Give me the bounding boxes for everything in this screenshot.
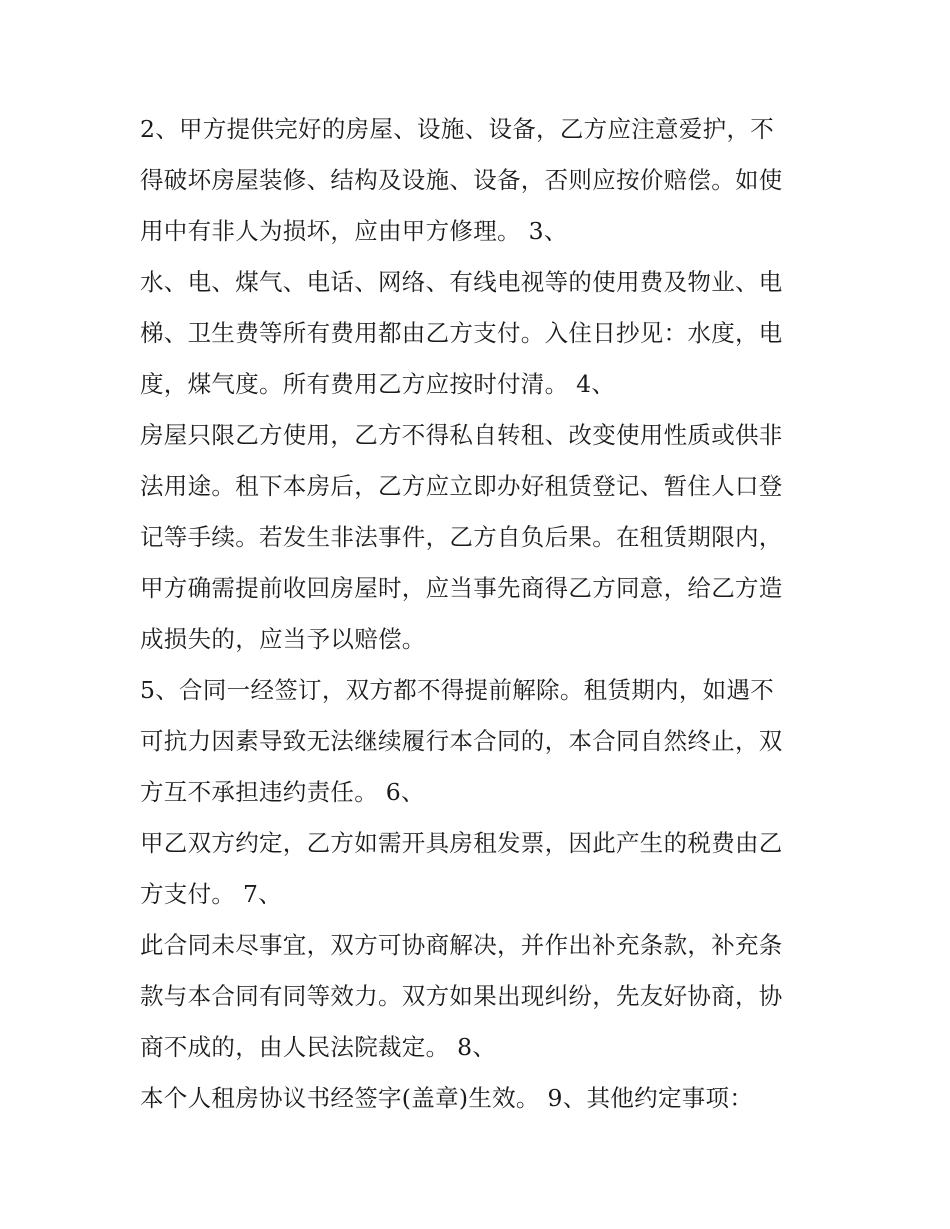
text-line: 度，煤气度。所有费用乙方应按时付清。 4、 [140,370,616,398]
text-line: 法用途。租下本房后，乙方应立即办好租赁登记、暂住人口登 [140,472,783,500]
text-line: 可抗力因素导致无法继续履行本合同的，本合同自然终止，双 [140,727,783,755]
text-line: 水、电、煤气、电话、网络、有线电视等的使用费及物业、电 [140,268,783,296]
text-line: 记等手续。若发生非法事件，乙方自负后果。在租赁期限内， [140,523,783,551]
text-line: 甲方确需提前收回房屋时，应当事先商得乙方同意，给乙方造 [140,574,783,602]
text-line: 方互不承担违约责任。 6、 [140,778,425,806]
text-line: 用中有非人为损坏，应由甲方修理。 3、 [140,217,568,245]
text-line: 得破坏房屋装修、结构及设施、设备，否则应按价赔偿。如使 [140,166,783,194]
document-body [140,104,830,1124]
text-line: 款与本合同有同等效力。双方如果出现纠纷，先友好协商，协 [140,982,783,1010]
text-line: 5、合同一经签订，双方都不得提前解除。租赁期内，如遇不 [140,676,775,704]
text-line: 成损失的，应当予以赔偿。 [140,625,426,653]
text-line: 此合同未尽事宜，双方可协商解决，并作出补充条款，补充条 [140,931,783,959]
text-line: 梯、卫生费等所有费用都由乙方支付。入住日抄见：水度，电 [140,319,783,347]
text-line: 2、甲方提供完好的房屋、设施、设备，乙方应注意爱护，不 [140,115,775,143]
text-line: 本个人租房协议书经签字(盖章)生效。 9、其他约定事项： [140,1084,754,1112]
text-line: 房屋只限乙方使用，乙方不得私自转租、改变使用性质或供非 [140,421,783,449]
text-line: 甲乙双方约定，乙方如需开具房租发票，因此产生的税费由乙 [140,829,783,857]
text-line: 商不成的，由人民法院裁定。 8、 [140,1033,497,1061]
text-line: 方支付。 7、 [140,880,283,908]
